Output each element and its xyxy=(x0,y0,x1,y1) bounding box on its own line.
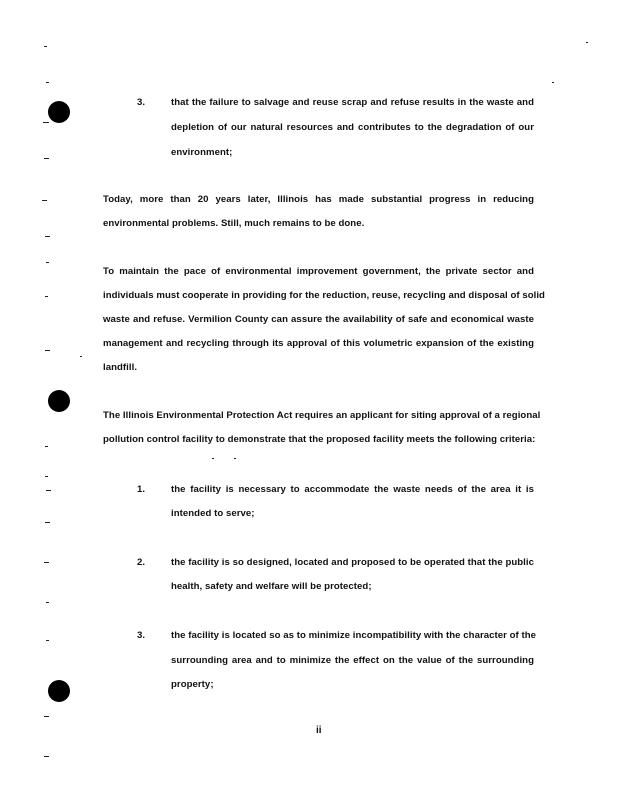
scan-speck xyxy=(45,446,48,447)
list-item-line: the facility is located so as to minimize incompatibility with the character of the xyxy=(171,630,537,641)
list-number: 2. xyxy=(137,557,146,568)
paragraph-line: waste and refuse. Vermilion County can assure the availability of safe and economical waste xyxy=(103,314,534,325)
paragraph-line: To maintain the pace of environmental improvement government, the private sector and xyxy=(103,266,534,277)
punch-hole-icon xyxy=(48,390,70,412)
scan-speck xyxy=(212,458,214,459)
scan-speck xyxy=(234,458,236,459)
list-number: 3. xyxy=(137,630,146,641)
paragraph-line: landfill. xyxy=(103,362,138,373)
scan-speck xyxy=(46,640,49,641)
punch-hole-icon xyxy=(48,680,70,702)
list-item-line: health, safety and welfare will be protected; xyxy=(171,581,372,592)
scan-speck xyxy=(80,356,82,357)
scan-speck xyxy=(46,602,49,603)
scan-speck xyxy=(44,716,49,717)
paragraph-line: environmental problems. Still, much remains to be done. xyxy=(103,218,365,229)
scan-speck xyxy=(44,756,49,757)
scan-speck xyxy=(45,522,50,523)
paragraph-line: The Illinois Environmental Protection Act requires an applicant for siting approval of a regional xyxy=(103,410,541,421)
list-item-line: intended to serve; xyxy=(171,508,255,519)
scan-speck xyxy=(45,476,48,477)
scan-speck xyxy=(45,236,50,237)
punch-hole-icon xyxy=(48,101,70,123)
list-number: 1. xyxy=(137,484,146,495)
scan-speck xyxy=(45,350,50,351)
scan-speck xyxy=(45,296,48,297)
scan-speck xyxy=(46,262,49,263)
paragraph-line: pollution control facility to demonstrate that the proposed facility meets the following criteria: xyxy=(103,434,536,445)
scan-speck xyxy=(44,562,49,563)
list-item-line: the facility is necessary to accommodate the waste needs of the area it is xyxy=(171,484,534,495)
scan-speck xyxy=(552,82,554,83)
scan-speck xyxy=(46,82,49,83)
paragraph-line: Today, more than 20 years later, Illinois has made substantial progress in reducing xyxy=(103,194,534,205)
scan-speck xyxy=(586,42,588,43)
list-item-line: property; xyxy=(171,679,214,690)
list-item-line: depletion of our natural resources and contributes to the degradation of our xyxy=(171,122,534,133)
scan-speck xyxy=(46,490,51,491)
paragraph-line: management and recycling through its approval of this volumetric expansion of the existing xyxy=(103,338,534,349)
paragraph-line: individuals must cooperate in providing for the reduction, reuse, recycling and disposal of solid xyxy=(103,290,545,301)
list-item-line: surrounding area and to minimize the effect on the value of the surrounding xyxy=(171,655,534,666)
scan-speck xyxy=(43,122,49,123)
scan-speck xyxy=(42,200,47,201)
list-number: 3. xyxy=(137,97,146,108)
scan-speck xyxy=(44,158,49,159)
scan-speck xyxy=(44,46,47,47)
list-item-line: the facility is so designed, located and proposed to be operated that the public xyxy=(171,557,534,568)
list-item-line: environment; xyxy=(171,147,233,158)
page-number: ii xyxy=(316,725,322,736)
list-item-line: that the failure to salvage and reuse scrap and refuse results in the waste and xyxy=(171,97,534,108)
